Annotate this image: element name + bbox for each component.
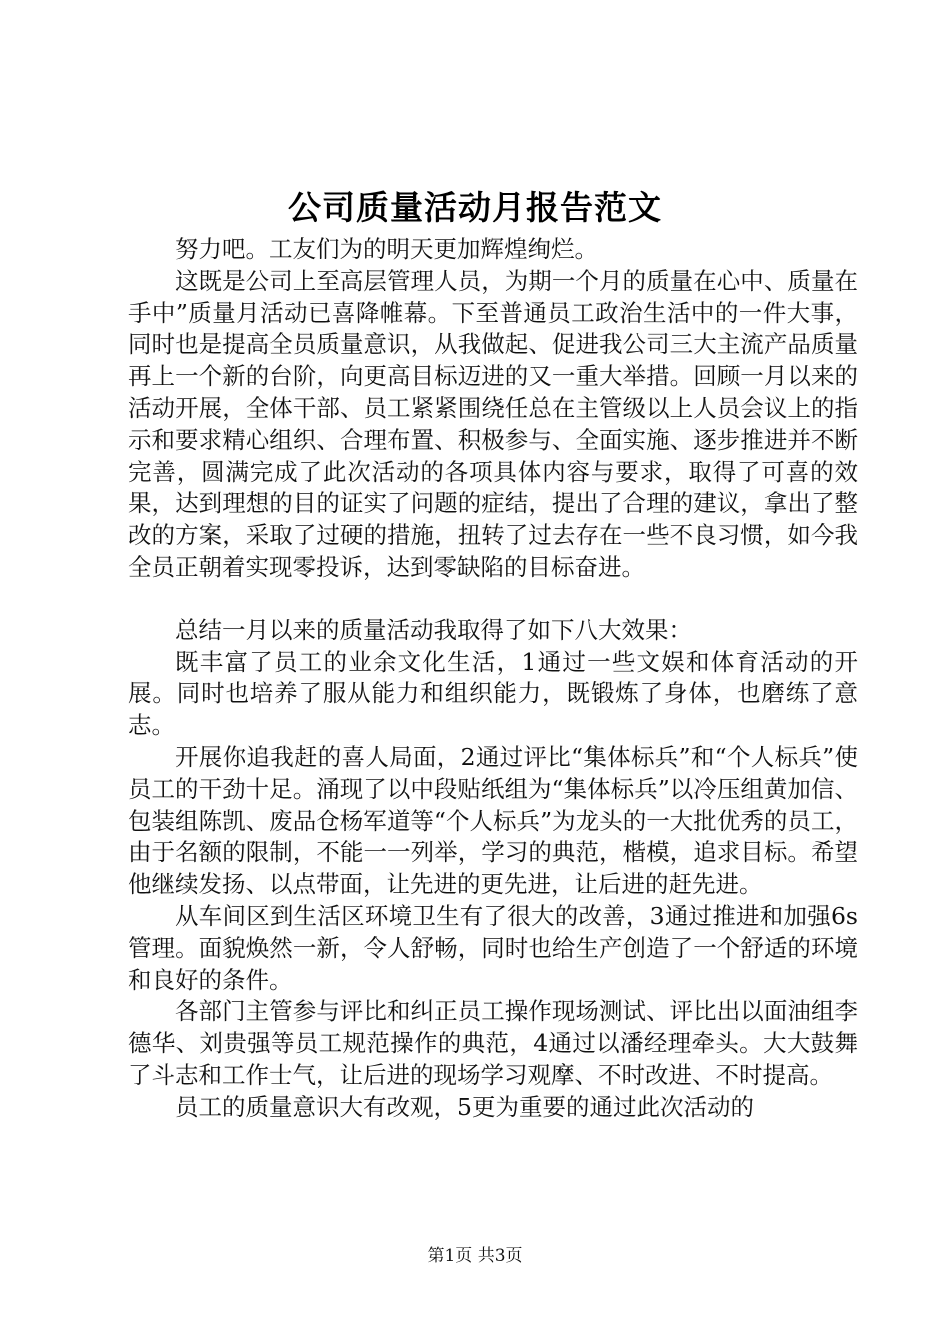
paragraph: 员工的质量意识大有改观，5更为重要的通过此次活动的 [175, 1092, 754, 1121]
document-body [128, 234, 858, 1124]
paragraph: 各部门主管参与评比和纠正员工操作现场测试、评比出以面油组李德华、刘贵强等员工规范操作的典范，4通过以潘经理牵头。大大鼓舞了斗志和工作士气，让后进的现场学习观摩、不时改进、不时提高。 [128, 997, 858, 1089]
paragraph: 总结一月以来的质量活动我取得了如下八大效果： [175, 615, 692, 644]
page-number-footer: 第1页 共3页 [427, 1246, 523, 1266]
paragraph: 既丰富了员工的业余文化生活，1通过一些文娱和体育活动的开展。同时也培养了服从能力和组织能力，既锻炼了身体，也磨练了意志。 [128, 647, 858, 740]
paragraph: 努力吧。工友们为的明天更加辉煌绚烂。 [175, 235, 598, 263]
document-title: 公司质量活动月报告范文 [288, 188, 662, 227]
paragraph: 开展你追我赶的喜人局面，2通过评比“集体标兵”和“个人标兵”使员工的干劲十足。涌现了以中段贴纸组为“集体标兵”以冷压组黄加信、包装组陈凯、废品仓杨军道等“个人标兵”为龙头的一大批优秀的员工，由于名额的限制，不能一一列举，学习的典范，楷模，追求目标。希望他继续发扬、以点带面，让先进的更先进，让后进的赶先进。 [128, 742, 858, 899]
paragraph: 从车间区到生活区环境卫生有了很大的改善，3通过推进和加强6s管理。面貌焕然一新，令人舒畅，同时也给生产创造了一个舒适的环境和良好的条件。 [128, 901, 858, 994]
paragraph: 这既是公司上至高层管理人员，为期一个月的质量在心中、质量在手中”质量月活动已喜降帷幕。下至普通员工政治生活中的一件大事，同时也是提高全员质量意识，从我做起、促进我公司三大主流产品质量再上一个新的台阶，向更高目标迈进的又一重大举措。回顾一月以来的活动开展，全体干部、员工紧紧围绕任总在主管级以上人员会议上的指示和要求精心组织、合理布置、积极参与、全面实施、逐步推进并不断完善，圆满完成了此次活动的各项具体内容与要求，取得了可喜的效果，达到理想的目的证实了问题的症结，提出了合理的建议，拿出了整改的方案，采取了过硬的措施，扭转了过去存在一些不良习惯，如今我全员正朝着实现零投诉，达到零缺陷的目标奋进。 [128, 266, 858, 581]
